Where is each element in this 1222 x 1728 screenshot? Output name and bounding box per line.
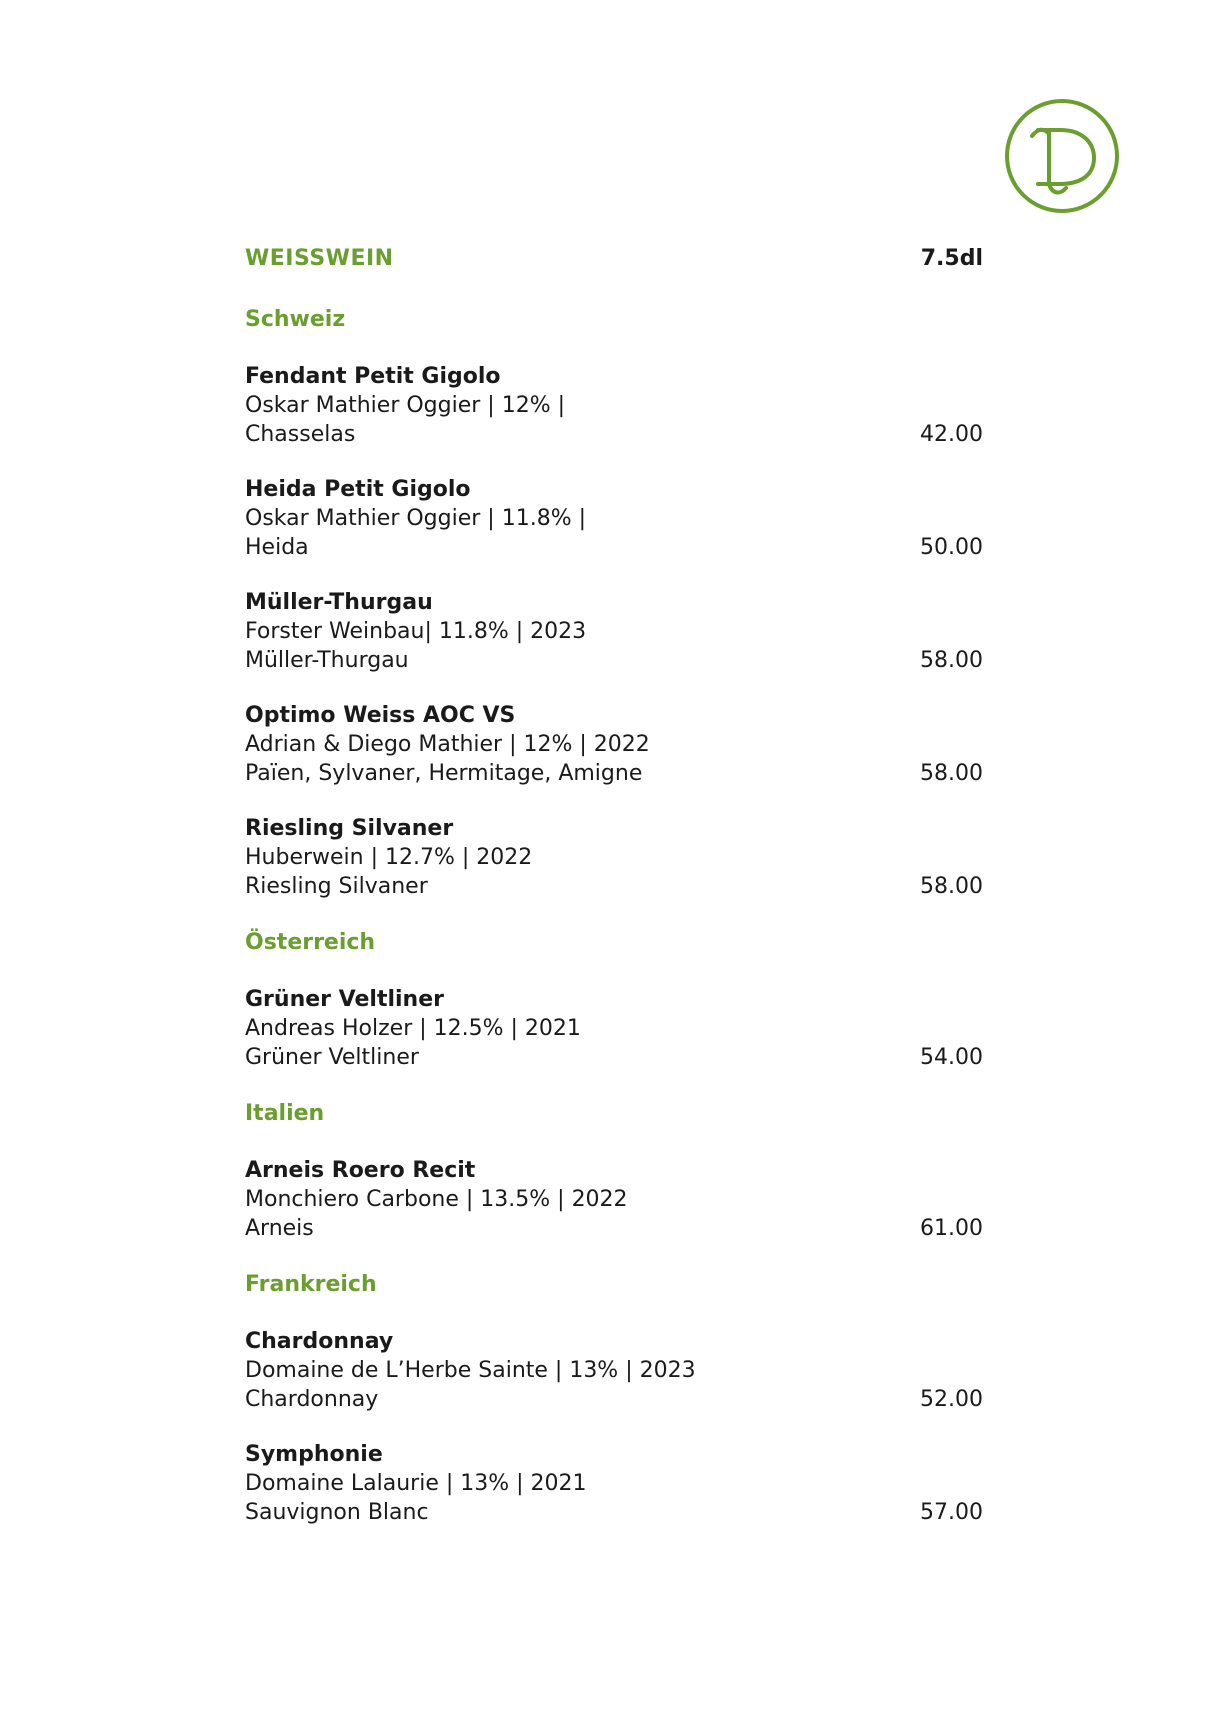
wine-grape: Heida [245,535,309,560]
wine-grape: Païen, Sylvaner, Hermitage, Amigne [245,761,643,786]
wine-name: Müller-Thurgau [245,590,433,615]
region-list [245,304,983,1527]
wine-name: Riesling Silvaner [245,816,454,841]
wine-item [245,1156,983,1243]
wine-producer: Forster Weinbau| 11.8% | 2023 [245,619,587,644]
wine-producer: Domaine Lalaurie | 13% | 2021 [245,1471,587,1496]
wine-list [245,1327,983,1527]
wine-producer: Monchiero Carbone | 13.5% | 2022 [245,1187,628,1212]
wine-item [245,701,983,788]
region-title: Italien [245,1101,325,1126]
region-title: Frankreich [245,1272,377,1297]
wine-price: 58.00 [920,874,983,899]
wine-producer: Adrian & Diego Mathier | 12% | 2022 [245,732,650,757]
wine-producer: Domaine de L’Herbe Sainte | 13% | 2023 [245,1358,696,1383]
wine-producer: Andreas Holzer | 12.5% | 2021 [245,1016,581,1041]
wine-price: 54.00 [920,1045,983,1070]
wine-name: Heida Petit Gigolo [245,477,471,502]
wine-producer: Oskar Mathier Oggier | 11.8% | [245,506,586,531]
section-title: WEISSWEIN [245,246,394,271]
wine-list [245,362,983,901]
wine-price: 58.00 [920,648,983,673]
wine-item [245,475,983,562]
wine-name: Optimo Weiss AOC VS [245,703,516,728]
wine-name: Fendant Petit Gigolo [245,364,501,389]
wine-grape: Sauvignon Blanc [245,1500,429,1525]
wine-list [245,1156,983,1243]
wine-grape: Chardonnay [245,1387,379,1412]
wine-item [245,1440,983,1527]
wine-grape: Müller-Thurgau [245,648,409,673]
wine-price: 50.00 [920,535,983,560]
wine-price: 57.00 [920,1500,983,1525]
wine-name: Arneis Roero Recit [245,1158,476,1183]
wine-grape: Arneis [245,1216,314,1241]
wine-name: Grüner Veltliner [245,987,444,1012]
region-title: Österreich [245,930,376,955]
volume-label: 7.5dl [920,246,983,271]
wine-item [245,362,983,449]
wine-name: Symphonie [245,1442,383,1467]
menu-header [245,246,983,278]
region-title: Schweiz [245,307,346,332]
wine-list [245,985,983,1072]
wine-item [245,985,983,1072]
wine-producer: Oskar Mathier Oggier | 12% | [245,393,566,418]
wine-grape: Riesling Silvaner [245,874,428,899]
wine-price: 52.00 [920,1387,983,1412]
wine-producer: Huberwein | 12.7% | 2022 [245,845,533,870]
wine-item [245,1327,983,1414]
wine-price: 61.00 [920,1216,983,1241]
wine-item [245,814,983,901]
wine-grape: Grüner Veltliner [245,1045,419,1070]
wine-price: 58.00 [920,761,983,786]
wine-menu [245,246,983,1527]
logo-d-icon [1002,96,1122,216]
wine-grape: Chasselas [245,422,356,447]
restaurant-logo [1002,96,1122,216]
wine-item [245,588,983,675]
wine-name: Chardonnay [245,1329,394,1354]
wine-price: 42.00 [920,422,983,447]
